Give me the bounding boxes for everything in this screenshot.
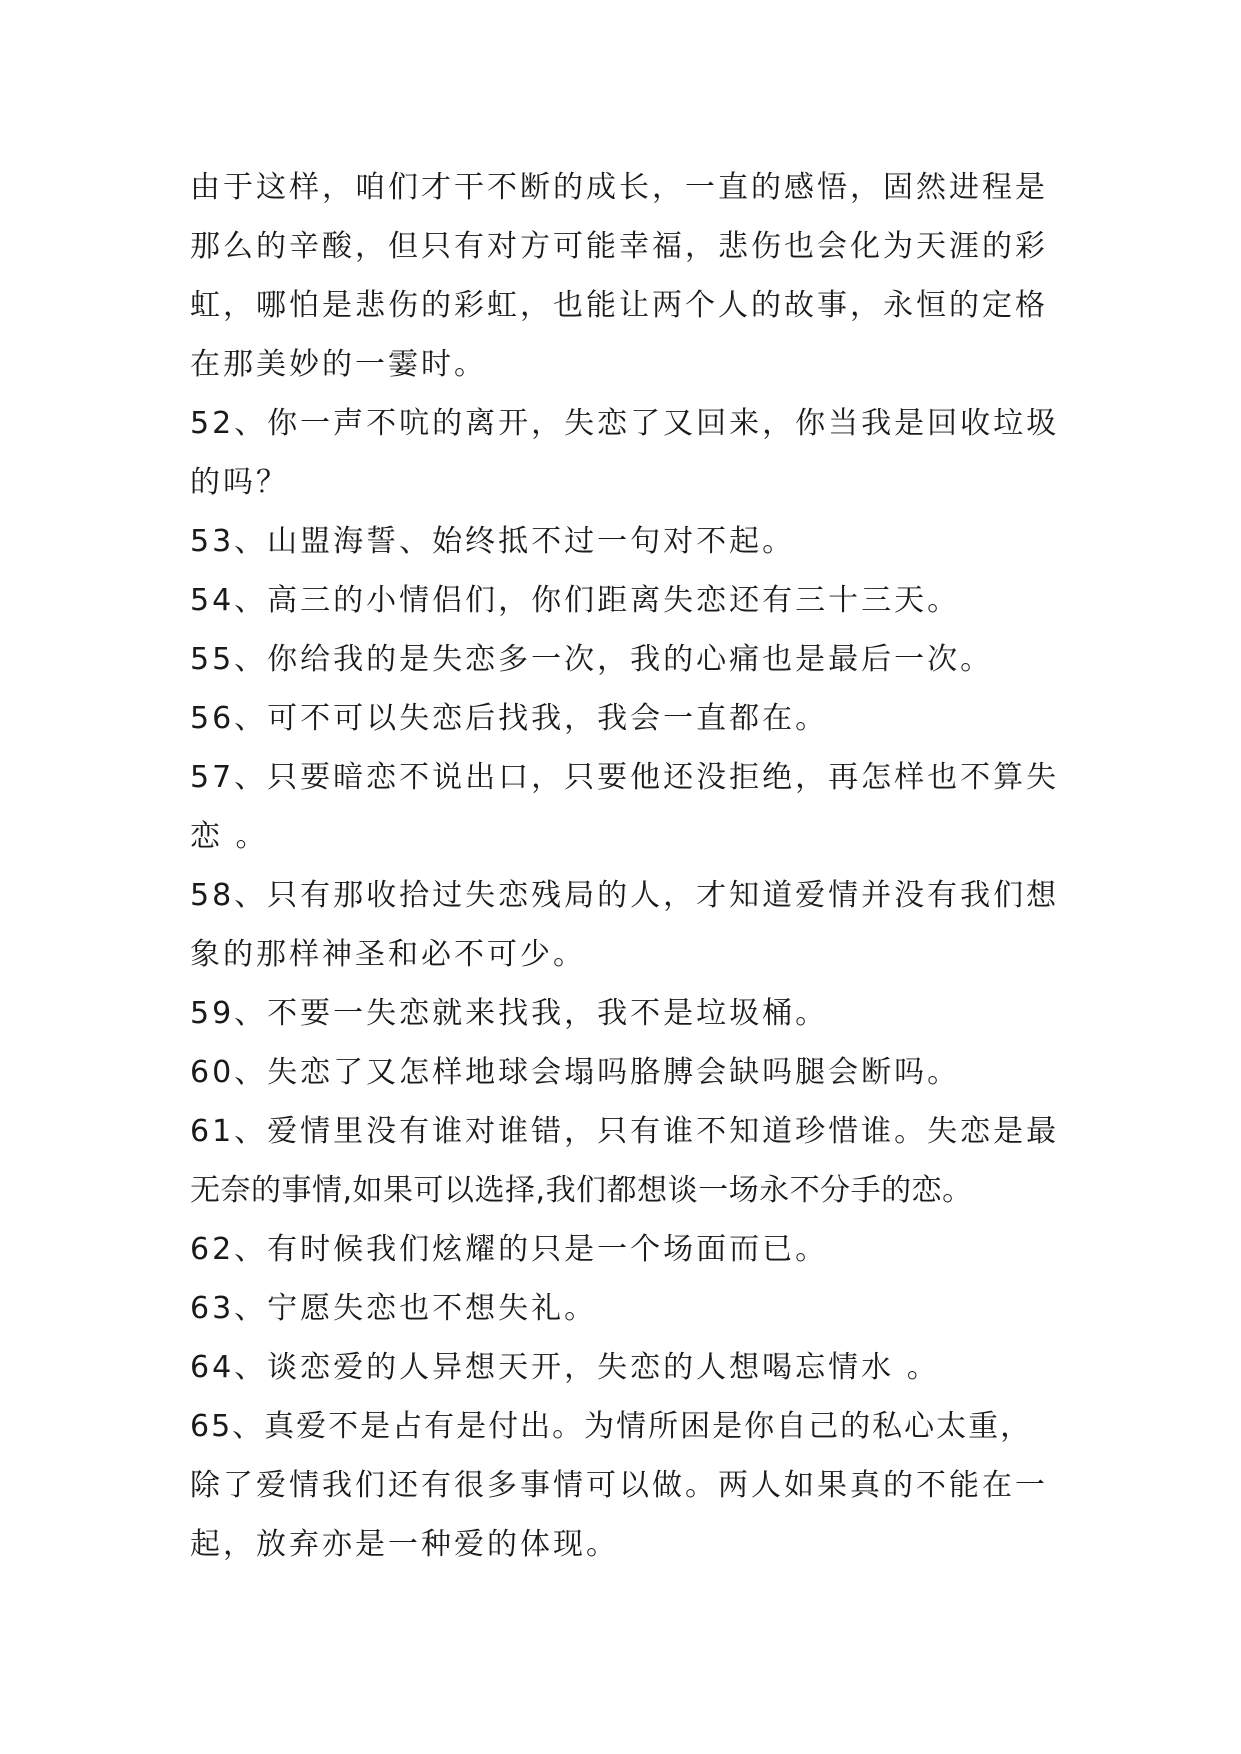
- text-line: 象的那样神圣和必不可少。: [190, 937, 586, 972]
- text-line: 的吗？: [190, 465, 289, 500]
- text-line: 无奈的事情,如果可以选择,我们都想谈一场永不分手的恋。: [190, 1173, 973, 1208]
- text-line: 65、真爱不是占有是付出。为情所困是你自己的私心太重，: [190, 1409, 1033, 1444]
- text-line: 59、不要一失恋就来找我，我不是垃圾桶。: [190, 996, 829, 1031]
- text-line: 起，放弃亦是一种爱的体现。: [190, 1527, 619, 1562]
- text-line: 63、宁愿失恋也不想失礼。: [190, 1291, 598, 1326]
- text-line: 虹，哪怕是悲伤的彩虹，也能让两个人的故事，永恒的定格: [190, 288, 1048, 323]
- text-line: 57、只要暗恋不说出口，只要他还没拒绝，再怎样也不算失: [190, 760, 1060, 795]
- text-line: 52、你一声不吭的离开，失恋了又回来，你当我是回收垃圾: [190, 406, 1060, 441]
- text-line: 在那美妙的一霎时。: [190, 347, 487, 382]
- text-line: 58、只有那收拾过失恋残局的人，才知道爱情并没有我们想: [190, 878, 1060, 913]
- text-line: 62、有时候我们炫耀的只是一个场面而已。: [190, 1232, 829, 1267]
- text-line: 60、失恋了又怎样地球会塌吗胳膊会缺吗腿会断吗。: [190, 1055, 961, 1090]
- text-line: 54、高三的小情侣们，你们距离失恋还有三十三天。: [190, 583, 961, 618]
- text-line: 那么的辛酸，但只有对方可能幸福，悲伤也会化为天涯的彩: [190, 229, 1048, 264]
- text-line: 除了爱情我们还有很多事情可以做。两人如果真的不能在一: [190, 1468, 1048, 1503]
- text-line: 56、可不可以失恋后找我，我会一直都在。: [190, 701, 829, 736]
- document-body: [190, 158, 1070, 1574]
- text-line: 61、爱情里没有谁对谁错，只有谁不知道珍惜谁。失恋是最: [190, 1114, 1060, 1149]
- text-line: 55、你给我的是失恋多一次，我的心痛也是最后一次。: [190, 642, 994, 677]
- text-line: 53、山盟海誓、始终抵不过一句对不起。: [190, 524, 796, 559]
- text-line: 由于这样，咱们才干不断的成长，一直的感悟，固然进程是: [190, 170, 1048, 205]
- text-line: 恋 。: [190, 819, 269, 854]
- text-line: 64、谈恋爱的人异想天开，失恋的人想喝忘情水 。: [190, 1350, 940, 1385]
